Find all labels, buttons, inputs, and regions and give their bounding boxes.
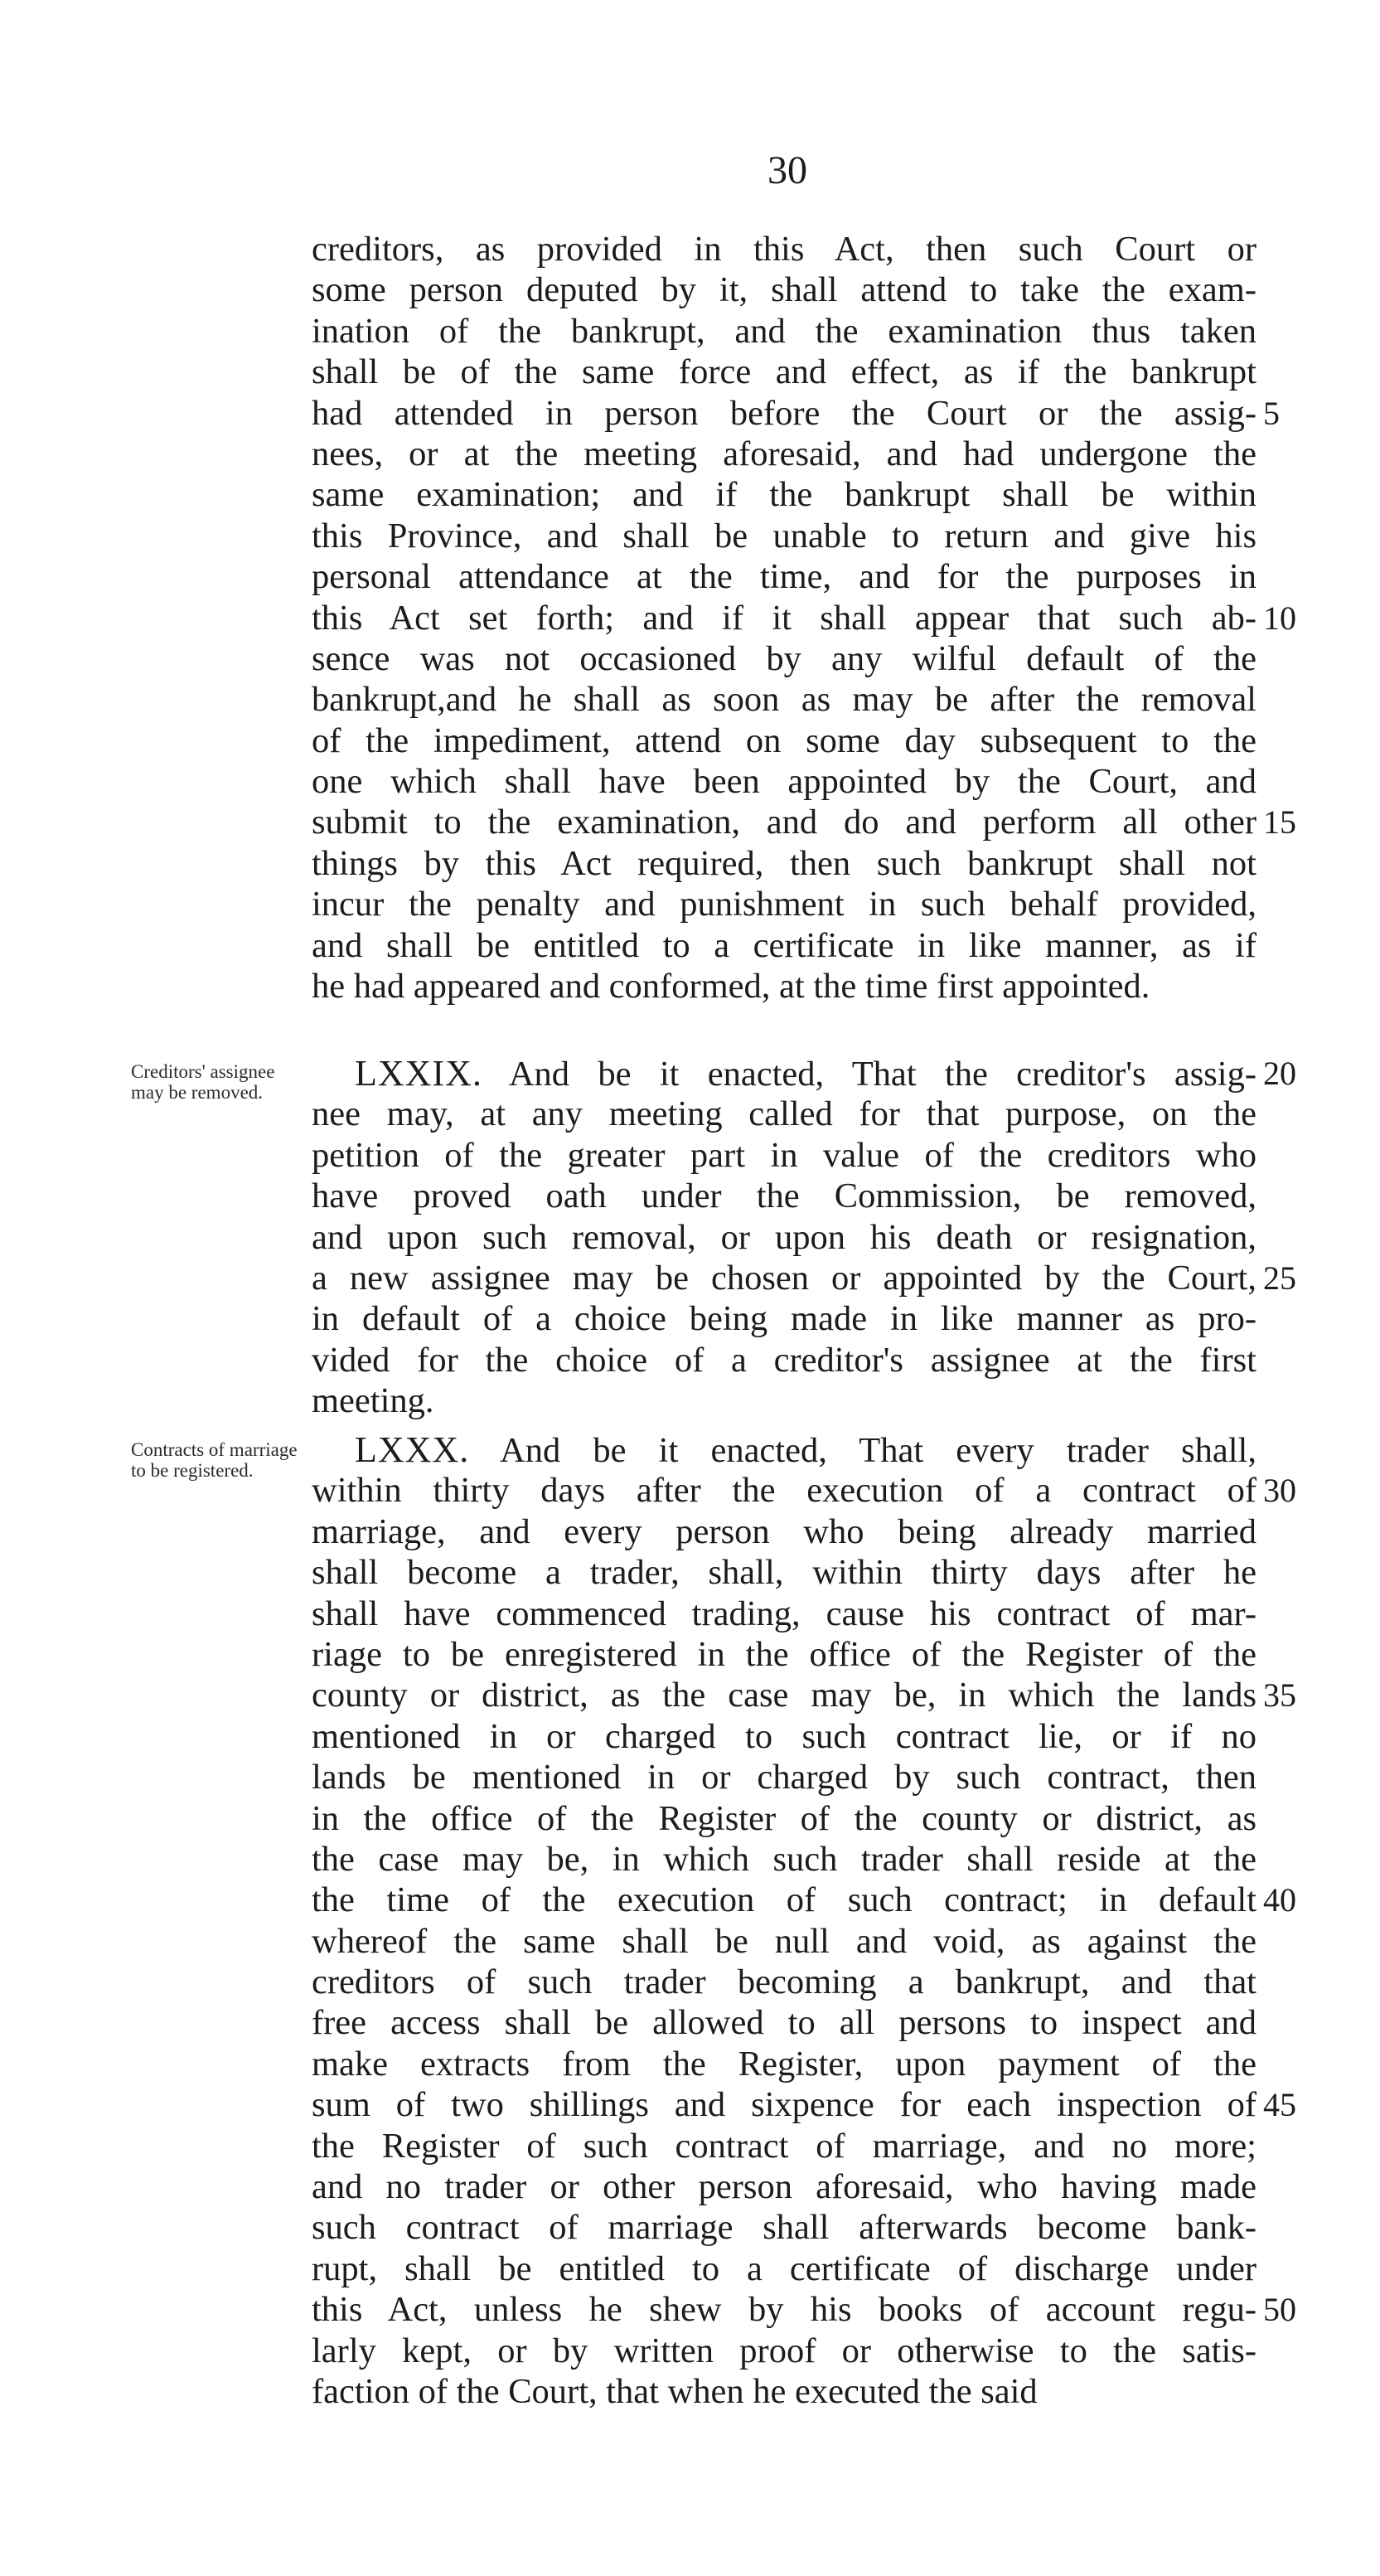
page-number: 30 [767, 148, 807, 192]
margin-note-creditors-assignee: Creditors' assignee may be removed. [131, 1061, 275, 1103]
line-text: incur the penalty and punishment in such behalf provided, [312, 885, 1257, 924]
line-number: 30 [1263, 1472, 1296, 1510]
line-text: have proved oath under the Commission, be removed, [312, 1176, 1257, 1216]
text-line [312, 1594, 1257, 1634]
line-text: whereof the same shall be null and void, as against the [312, 1921, 1257, 1961]
text-line [312, 2044, 1257, 2084]
line-number: 50 [1263, 2291, 1296, 2329]
line-text: one which shall have been appointed by the Court, and [312, 762, 1257, 802]
text-line [312, 1217, 1257, 1258]
line-text: riage to be enregistered in the office of the Register of the [312, 1634, 1257, 1674]
line-text: things by this Act required, then such bankrupt shall not [312, 843, 1257, 883]
text-line [312, 1380, 1257, 1421]
line-text: And be it enacted, That the creditor's assig- [508, 1055, 1257, 1094]
line-number: 5 [1263, 394, 1280, 432]
text-line [312, 1258, 1296, 1298]
line-text: marriage, and every person who being already married [312, 1511, 1257, 1551]
line-text: and no trader or other person aforesaid, who having made [312, 2167, 1257, 2207]
line-text: shall become a trader, shall, within thirty days after he [312, 1553, 1257, 1593]
text-line [312, 1839, 1257, 1880]
text-line [312, 1470, 1296, 1511]
line-text: the time of the execution of such contract; in default [312, 1880, 1257, 1920]
line-text: bankrupt,and he shall as soon as may be after the removal [312, 680, 1257, 720]
text-line [312, 1634, 1257, 1675]
line-text: ination of the bankrupt, and the examination thus taken [312, 311, 1257, 351]
line-text: in default of a choice being made in like manner as pro- [312, 1299, 1257, 1339]
line-text: had attended in person before the Court or the assig- [312, 393, 1257, 433]
text-line [312, 1298, 1257, 1339]
line-text: And be it enacted, That every trader shall, [500, 1431, 1257, 1470]
text-line [312, 1757, 1257, 1797]
line-number: 15 [1263, 803, 1296, 842]
text-line [312, 720, 1257, 761]
section-number: LXXX. [355, 1429, 470, 1470]
text-line [312, 311, 1257, 352]
margin-note-contracts-of-marriage: Contracts of marriage to be registered. [131, 1439, 298, 1481]
line-number: 35 [1263, 1676, 1296, 1715]
line-number: 25 [1263, 1259, 1296, 1297]
paragraph-section-lxxx [312, 1429, 1296, 2412]
line-text: sence was not occasioned by any wilful default of the [312, 638, 1257, 678]
line-text: the Register of such contract of marriage, and no more; [312, 2126, 1257, 2166]
text-line [312, 2002, 1257, 2043]
text-line [312, 2289, 1296, 2330]
line-text: mentioned in or charged to such contract lie, or if no [312, 1716, 1257, 1756]
text-line [312, 1962, 1257, 2002]
line-text: and upon such removal, or upon his death or resignation, [312, 1217, 1257, 1257]
line-text: creditors, as provided in this Act, then such Court or [312, 230, 1257, 269]
line-number: 20 [1263, 1055, 1296, 1092]
text-line [312, 2166, 1257, 2207]
text-line [312, 269, 1257, 310]
line-text: vided for the choice of a creditor's assignee at the first [312, 1340, 1257, 1380]
text-line [312, 556, 1257, 597]
line-text: lands be mentioned in or charged by such contract, then [312, 1758, 1257, 1797]
line-text: such contract of marriage shall afterwards become bank- [312, 2208, 1257, 2248]
line-text: shall have commenced trading, cause his contract of mar- [312, 1594, 1257, 1633]
line-text: petition of the greater part in value of the creditors who [312, 1135, 1257, 1175]
line-text: meeting. [312, 1381, 434, 1421]
line-text: faction of the Court, that when he executed the said [312, 2371, 1038, 2411]
text-line [312, 516, 1257, 556]
text-line [312, 966, 1257, 1007]
paragraph-section-lxxix [312, 1053, 1296, 1422]
line-text: free access shall be allowed to all persons to inspect and [312, 2003, 1257, 2043]
text-line [312, 1135, 1257, 1176]
line-text: some person deputed by it, shall attend to take the exam- [312, 270, 1257, 310]
text-line [312, 352, 1257, 392]
text-line [312, 229, 1257, 269]
text-line [312, 474, 1257, 515]
section-number: LXXIX. [355, 1053, 482, 1094]
line-text: a new assignee may be chosen or appointed by the Court, [312, 1258, 1257, 1298]
line-text: make extracts from the Register, upon payment of the [312, 2044, 1257, 2084]
line-text: same examination; and if the bankrupt shall be within [312, 475, 1257, 515]
text-line [312, 1716, 1257, 1757]
paragraph-continued [312, 229, 1296, 1007]
line-text: of the impediment, attend on some day subsequent to the [312, 720, 1257, 760]
text-line [312, 884, 1257, 924]
line-text: shall be of the same force and effect, as if the bankrupt [312, 352, 1257, 392]
text-line [312, 1798, 1257, 1839]
line-text: personal attendance at the time, and for the purposes in [312, 557, 1257, 597]
line-text: this Province, and shall be unable to return and give his [312, 516, 1257, 555]
text-line [312, 1053, 1296, 1094]
line-number: 45 [1263, 2086, 1296, 2124]
text-line [312, 1094, 1257, 1134]
line-text: nee may, at any meeting called for that purpose, on the [312, 1094, 1257, 1134]
line-number: 10 [1263, 599, 1296, 637]
line-text: within thirty days after the execution of a contract of [312, 1471, 1257, 1511]
text-line [312, 638, 1257, 679]
text-line [312, 761, 1257, 802]
text-line [312, 802, 1296, 842]
text-line [312, 2249, 1257, 2289]
line-text: rupt, shall be entitled to a certificate of discharge under [312, 2249, 1257, 2288]
line-text: submit to the examination, and do and perform all other [312, 803, 1257, 842]
text-line [312, 1880, 1296, 1920]
line-number: 40 [1263, 1881, 1296, 1919]
text-line [312, 2084, 1296, 2125]
line-text: he had appeared and conformed, at the time first appointed. [312, 967, 1150, 1007]
line-text: this Act, unless he shew by his books of account regu- [312, 2290, 1257, 2330]
text-line [312, 2331, 1257, 2371]
text-line [312, 843, 1257, 884]
text-line [312, 2207, 1257, 2248]
text-line [312, 434, 1257, 474]
text-line [312, 679, 1257, 720]
text-line [312, 1429, 1257, 1470]
line-text: creditors of such trader becoming a bankrupt, and that [312, 1962, 1257, 2002]
text-line [312, 1176, 1257, 1216]
text-line [312, 925, 1257, 966]
text-line [312, 1552, 1257, 1593]
text-line [312, 2126, 1257, 2166]
text-line [312, 598, 1296, 638]
line-text: county or district, as the case may be, in which the lands [312, 1676, 1257, 1715]
line-text: the case may be, in which such trader shall reside at the [312, 1839, 1257, 1879]
line-text: sum of two shillings and sixpence for each inspection of [312, 2085, 1257, 2125]
line-text: nees, or at the meeting aforesaid, and had undergone the [312, 434, 1257, 473]
text-line [312, 393, 1280, 434]
line-text: in the office of the Register of the county or district, as [312, 1798, 1257, 1838]
line-text: this Act set forth; and if it shall appear that such ab- [312, 598, 1257, 638]
text-line [312, 2371, 1257, 2412]
text-line [312, 1511, 1257, 1552]
line-text: larly kept, or by written proof or otherwise to the satis- [312, 2331, 1257, 2370]
text-line [312, 1675, 1296, 1715]
text-line [312, 1340, 1257, 1380]
line-text: and shall be entitled to a certificate in like manner, as if [312, 925, 1257, 965]
text-line [312, 1921, 1257, 1962]
